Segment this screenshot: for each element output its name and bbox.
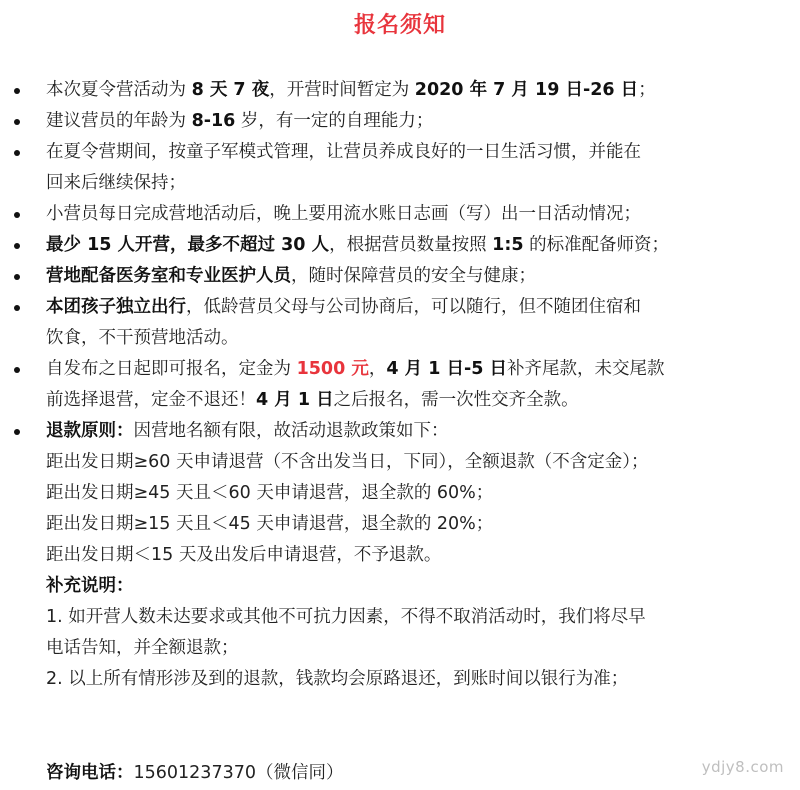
item-text: 饮食，不干预营地活动。 <box>46 328 239 348</box>
emphasis-text: 退款原则： <box>46 421 134 441</box>
notice-item <box>0 230 800 261</box>
item-text: 前选择退营，定金不退还！ <box>46 390 256 410</box>
notice-item <box>0 75 800 106</box>
item-text: 补齐尾款，未交尾款 <box>507 359 665 379</box>
emphasis-text: 8 天 7 夜 <box>191 80 270 100</box>
notice-item <box>0 354 800 416</box>
item-text: 因营地名额有限，故活动退款政策如下： <box>133 421 449 441</box>
item-text: ，根据营员数量按照 <box>329 235 493 255</box>
item-text: 距出发日期≥15 天且＜45 天申请退营，退全款的 20%； <box>46 514 494 534</box>
deposit-amount: 1500 元 <box>296 359 369 379</box>
contact-phone: 15601237370（微信同） <box>133 763 344 783</box>
item-text: 1. 如开营人数未达要求或其他不可抗力因素，不得不取消活动时，我们将尽早 <box>46 607 646 627</box>
contact-label: 咨询电话： <box>46 763 134 783</box>
emphasis-text: 8-16 <box>191 111 236 131</box>
item-text: 距出发日期≥60 天申请退营（不含出发当日，下同），全额退款（不含定金）； <box>46 452 649 472</box>
item-text: ； <box>638 80 656 100</box>
item-text: 本次夏令营活动为 <box>46 80 192 100</box>
item-text: ，随时保障营员的安全与健康； <box>291 266 536 286</box>
item-text: ， <box>368 359 387 379</box>
watermark: ydjy8.com <box>701 758 784 776</box>
emphasis-text: 1:5 <box>492 235 524 255</box>
notice-item <box>0 106 800 137</box>
item-text: 在夏令营期间，按童子军模式管理，让营员养成良好的一日生活习惯，并能在 <box>46 142 641 162</box>
item-text: 距出发日期＜15 天及出发后申请退营，不予退款。 <box>46 545 442 565</box>
notice-item <box>0 137 800 199</box>
item-text: ，低龄营员父母与公司协商后，可以随行，但不随团住宿和 <box>186 297 641 317</box>
item-text: 2. 以上所有情形涉及到的退款，钱款均会原路退还，到账时间以银行为准； <box>46 669 629 689</box>
contact-line <box>46 758 343 789</box>
item-text: 小营员每日完成营地活动后，晚上要用流水账日志画（写）出一日活动情况； <box>46 204 641 224</box>
item-text: 岁，有一定的自理能力； <box>235 111 434 131</box>
item-text: 自发布之日起即可报名，定金为 <box>46 359 297 379</box>
notice-item <box>0 416 800 695</box>
item-text: 电话告知，并全额退款； <box>46 638 239 658</box>
emphasis-text: 2020 年 7 月 19 日-26 日 <box>414 80 639 100</box>
item-text: ，开营时间暂定为 <box>269 80 415 100</box>
emphasis-text: 4 月 1 日 <box>256 390 334 410</box>
emphasis-text: 营地配备医务室和专业医护人员 <box>46 266 291 286</box>
item-text: 回来后继续保持； <box>46 173 186 193</box>
item-text: 之后报名，需一次性交齐全款。 <box>333 390 579 410</box>
item-text: 距出发日期≥45 天且＜60 天申请退营，退全款的 60%； <box>46 483 494 503</box>
notice-item <box>0 199 800 230</box>
emphasis-text: 本团孩子独立出行 <box>46 297 186 317</box>
notice-item <box>0 292 800 354</box>
notice-item <box>0 261 800 292</box>
notice-list <box>0 75 800 695</box>
emphasis-text: 最少 15 人开营，最多不超过 30 人 <box>46 235 330 255</box>
page-title: 报名须知 <box>353 13 446 38</box>
emphasis-text: 补充说明： <box>46 576 134 596</box>
item-text: 建议营员的年龄为 <box>46 111 192 131</box>
notice-content <box>0 75 800 695</box>
item-text: 的标准配备师资； <box>523 235 670 255</box>
emphasis-text: 4 月 1 日-5 日 <box>386 359 508 379</box>
